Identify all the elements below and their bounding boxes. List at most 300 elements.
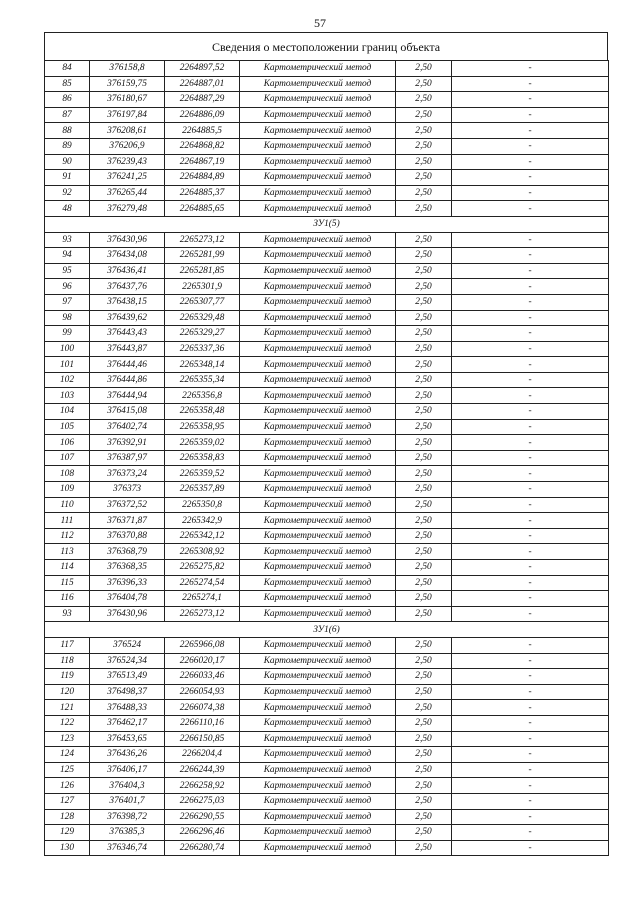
x-coordinate-cell: 376370,88 [90,528,165,544]
y-coordinate-cell: 2266275,03 [165,793,240,809]
description-cell: - [452,575,609,591]
method-cell: Картометрический метод [240,653,396,669]
description-cell: - [452,731,609,747]
y-coordinate-cell: 2265355,34 [165,372,240,388]
accuracy-cell: 2,50 [396,232,452,248]
x-coordinate-cell: 376513,49 [90,669,165,685]
description-cell: - [452,294,609,310]
description-cell: - [452,279,609,295]
y-coordinate-cell: 2266296,46 [165,825,240,841]
x-coordinate-cell: 376430,96 [90,606,165,622]
y-coordinate-cell: 2265966,08 [165,637,240,653]
description-cell: - [452,700,609,716]
point-number-cell: 95 [45,263,90,279]
x-coordinate-cell: 376368,79 [90,544,165,560]
y-coordinate-cell: 2266033,46 [165,669,240,685]
table-row [45,61,609,77]
method-cell: Картометрический метод [240,154,396,170]
x-coordinate-cell: 376488,33 [90,700,165,716]
y-coordinate-cell: 2266020,17 [165,653,240,669]
y-coordinate-cell: 2265358,48 [165,404,240,420]
point-number-cell: 94 [45,248,90,264]
accuracy-cell: 2,50 [396,107,452,123]
x-coordinate-cell: 376346,74 [90,840,165,856]
description-cell: - [452,684,609,700]
accuracy-cell: 2,50 [396,544,452,560]
table-row [45,606,609,622]
x-coordinate-cell: 376524,34 [90,653,165,669]
accuracy-cell: 2,50 [396,310,452,326]
accuracy-cell: 2,50 [396,825,452,841]
y-coordinate-cell: 2265274,54 [165,575,240,591]
point-number-cell: 88 [45,123,90,139]
method-cell: Картометрический метод [240,684,396,700]
description-cell: - [452,637,609,653]
x-coordinate-cell: 376438,15 [90,294,165,310]
x-coordinate-cell: 376368,35 [90,560,165,576]
x-coordinate-cell: 376406,17 [90,762,165,778]
y-coordinate-cell: 2265348,14 [165,357,240,373]
y-coordinate-cell: 2266150,85 [165,731,240,747]
x-coordinate-cell: 376443,87 [90,341,165,357]
table-row [45,731,609,747]
description-cell: - [452,606,609,622]
y-coordinate-cell: 2266074,38 [165,700,240,716]
method-cell: Картометрический метод [240,294,396,310]
table-row [45,372,609,388]
x-coordinate-cell: 376453,65 [90,731,165,747]
point-number-cell: 84 [45,61,90,77]
accuracy-cell: 2,50 [396,404,452,420]
method-cell: Картометрический метод [240,466,396,482]
method-cell: Картометрический метод [240,497,396,513]
point-number-cell: 125 [45,762,90,778]
x-coordinate-cell: 376524 [90,637,165,653]
point-number-cell: 123 [45,731,90,747]
x-coordinate-cell: 376385,3 [90,825,165,841]
description-cell: - [452,544,609,560]
table-row [45,450,609,466]
table-row [45,154,609,170]
accuracy-cell: 2,50 [396,185,452,201]
table-row [45,653,609,669]
accuracy-cell: 2,50 [396,154,452,170]
accuracy-cell: 2,50 [396,513,452,529]
table-row [45,793,609,809]
accuracy-cell: 2,50 [396,388,452,404]
y-coordinate-cell: 2265307,77 [165,294,240,310]
point-number-cell: 127 [45,793,90,809]
x-coordinate-cell: 376239,43 [90,154,165,170]
method-cell: Картометрический метод [240,482,396,498]
accuracy-cell: 2,50 [396,466,452,482]
point-number-cell: 118 [45,653,90,669]
description-cell: - [452,357,609,373]
method-cell: Картометрический метод [240,700,396,716]
table-row [45,170,609,186]
method-cell: Картометрический метод [240,747,396,763]
x-coordinate-cell: 376371,87 [90,513,165,529]
description-cell: - [452,497,609,513]
x-coordinate-cell: 376462,17 [90,715,165,731]
y-coordinate-cell: 2265350,8 [165,497,240,513]
table-row [45,279,609,295]
table-row [45,809,609,825]
method-cell: Картометрический метод [240,528,396,544]
point-number-cell: 103 [45,388,90,404]
point-number-cell: 122 [45,715,90,731]
y-coordinate-cell: 2265281,85 [165,263,240,279]
accuracy-cell: 2,50 [396,793,452,809]
y-coordinate-cell: 2265358,83 [165,450,240,466]
description-cell: - [452,92,609,108]
accuracy-cell: 2,50 [396,76,452,92]
method-cell: Картометрический метод [240,138,396,154]
method-cell: Картометрический метод [240,326,396,342]
description-cell: - [452,61,609,77]
description-cell: - [452,653,609,669]
table-row [45,637,609,653]
description-cell: - [452,263,609,279]
table-row [45,388,609,404]
accuracy-cell: 2,50 [396,372,452,388]
table-row [45,482,609,498]
point-number-cell: 114 [45,560,90,576]
method-cell: Картометрический метод [240,419,396,435]
description-cell: - [452,76,609,92]
accuracy-cell: 2,50 [396,61,452,77]
table-row [45,715,609,731]
accuracy-cell: 2,50 [396,450,452,466]
y-coordinate-cell: 2264867,19 [165,154,240,170]
accuracy-cell: 2,50 [396,778,452,794]
x-coordinate-cell: 376373,24 [90,466,165,482]
method-cell: Картометрический метод [240,170,396,186]
table-row [45,76,609,92]
method-cell: Картометрический метод [240,248,396,264]
y-coordinate-cell: 2266280,74 [165,840,240,856]
x-coordinate-cell: 376437,76 [90,279,165,295]
accuracy-cell: 2,50 [396,294,452,310]
x-coordinate-cell: 376373 [90,482,165,498]
point-number-cell: 113 [45,544,90,560]
point-number-cell: 120 [45,684,90,700]
accuracy-cell: 2,50 [396,840,452,856]
description-cell: - [452,809,609,825]
point-number-cell: 85 [45,76,90,92]
accuracy-cell: 2,50 [396,809,452,825]
point-number-cell: 105 [45,419,90,435]
accuracy-cell: 2,50 [396,669,452,685]
point-number-cell: 126 [45,778,90,794]
accuracy-cell: 2,50 [396,762,452,778]
accuracy-cell: 2,50 [396,248,452,264]
table-row [45,591,609,607]
table-title: Сведения о местоположении границ объекта [44,32,608,60]
section-label: ЗУ1(6) [45,622,609,638]
y-coordinate-cell: 2265273,12 [165,606,240,622]
point-number-cell: 96 [45,279,90,295]
point-number-cell: 97 [45,294,90,310]
x-coordinate-cell: 376415,08 [90,404,165,420]
description-cell: - [452,372,609,388]
table-row [45,404,609,420]
x-coordinate-cell: 376430,96 [90,232,165,248]
y-coordinate-cell: 2264886,09 [165,107,240,123]
table-row [45,419,609,435]
x-coordinate-cell: 376404,78 [90,591,165,607]
method-cell: Картометрический метод [240,61,396,77]
x-coordinate-cell: 376404,3 [90,778,165,794]
accuracy-cell: 2,50 [396,279,452,295]
method-cell: Картометрический метод [240,778,396,794]
y-coordinate-cell: 2266244,39 [165,762,240,778]
table-row [45,357,609,373]
accuracy-cell: 2,50 [396,419,452,435]
table-row [45,326,609,342]
table-row [45,560,609,576]
description-cell: - [452,326,609,342]
x-coordinate-cell: 376279,48 [90,201,165,217]
x-coordinate-cell: 376396,33 [90,575,165,591]
description-cell: - [452,170,609,186]
description-cell: - [452,669,609,685]
point-number-cell: 129 [45,825,90,841]
table-row [45,575,609,591]
point-number-cell: 87 [45,107,90,123]
accuracy-cell: 2,50 [396,575,452,591]
accuracy-cell: 2,50 [396,684,452,700]
table-row [45,201,609,217]
point-number-cell: 124 [45,747,90,763]
y-coordinate-cell: 2265356,8 [165,388,240,404]
point-number-cell: 102 [45,372,90,388]
x-coordinate-cell: 376241,25 [90,170,165,186]
method-cell: Картометрический метод [240,92,396,108]
point-number-cell: 104 [45,404,90,420]
description-cell: - [452,825,609,841]
y-coordinate-cell: 2264887,01 [165,76,240,92]
table-row [45,497,609,513]
table-row [45,747,609,763]
table-row [45,263,609,279]
accuracy-cell: 2,50 [396,653,452,669]
method-cell: Картометрический метод [240,232,396,248]
point-number-cell: 93 [45,606,90,622]
description-cell: - [452,450,609,466]
accuracy-cell: 2,50 [396,482,452,498]
method-cell: Картометрический метод [240,107,396,123]
description-cell: - [452,793,609,809]
y-coordinate-cell: 2266258,92 [165,778,240,794]
x-coordinate-cell: 376434,08 [90,248,165,264]
table-row [45,138,609,154]
method-cell: Картометрический метод [240,793,396,809]
method-cell: Картометрический метод [240,310,396,326]
description-cell: - [452,715,609,731]
table-row [45,123,609,139]
x-coordinate-cell: 376439,62 [90,310,165,326]
table-row [45,684,609,700]
description-cell: - [452,747,609,763]
method-cell: Картометрический метод [240,388,396,404]
method-cell: Картометрический метод [240,731,396,747]
accuracy-cell: 2,50 [396,341,452,357]
point-number-cell: 111 [45,513,90,529]
accuracy-cell: 2,50 [396,435,452,451]
description-cell: - [452,310,609,326]
accuracy-cell: 2,50 [396,637,452,653]
x-coordinate-cell: 376444,46 [90,357,165,373]
x-coordinate-cell: 376159,75 [90,76,165,92]
accuracy-cell: 2,50 [396,170,452,186]
description-cell: - [452,482,609,498]
point-number-cell: 98 [45,310,90,326]
x-coordinate-cell: 376402,74 [90,419,165,435]
point-number-cell: 93 [45,232,90,248]
method-cell: Картометрический метод [240,591,396,607]
section-row [45,622,609,638]
x-coordinate-cell: 376443,43 [90,326,165,342]
description-cell: - [452,591,609,607]
method-cell: Картометрический метод [240,560,396,576]
description-cell: - [452,123,609,139]
point-number-cell: 91 [45,170,90,186]
method-cell: Картометрический метод [240,809,396,825]
method-cell: Картометрический метод [240,201,396,217]
x-coordinate-cell: 376498,37 [90,684,165,700]
y-coordinate-cell: 2264885,5 [165,123,240,139]
y-coordinate-cell: 2264897,52 [165,61,240,77]
point-number-cell: 92 [45,185,90,201]
description-cell: - [452,435,609,451]
method-cell: Картометрический метод [240,76,396,92]
point-number-cell: 116 [45,591,90,607]
point-number-cell: 119 [45,669,90,685]
point-number-cell: 128 [45,809,90,825]
y-coordinate-cell: 2265359,52 [165,466,240,482]
accuracy-cell: 2,50 [396,528,452,544]
x-coordinate-cell: 376180,67 [90,92,165,108]
x-coordinate-cell: 376444,94 [90,388,165,404]
table-row [45,762,609,778]
description-cell: - [452,466,609,482]
point-number-cell: 108 [45,466,90,482]
description-cell: - [452,201,609,217]
table-row [45,466,609,482]
method-cell: Картометрический метод [240,372,396,388]
table-row [45,669,609,685]
y-coordinate-cell: 2265329,27 [165,326,240,342]
accuracy-cell: 2,50 [396,357,452,373]
y-coordinate-cell: 2265275,82 [165,560,240,576]
point-number-cell: 48 [45,201,90,217]
method-cell: Картометрический метод [240,544,396,560]
table-row [45,513,609,529]
method-cell: Картометрический метод [240,762,396,778]
x-coordinate-cell: 376197,84 [90,107,165,123]
point-number-cell: 86 [45,92,90,108]
table-row [45,341,609,357]
page-number: 57 [314,16,326,30]
accuracy-cell: 2,50 [396,560,452,576]
x-coordinate-cell: 376206,9 [90,138,165,154]
table-row [45,185,609,201]
point-number-cell: 115 [45,575,90,591]
table-row [45,107,609,123]
method-cell: Картометрический метод [240,637,396,653]
method-cell: Картометрический метод [240,279,396,295]
description-cell: - [452,107,609,123]
description-cell: - [452,778,609,794]
accuracy-cell: 2,50 [396,201,452,217]
description-cell: - [452,154,609,170]
description-cell: - [452,248,609,264]
table-row [45,248,609,264]
method-cell: Картометрический метод [240,840,396,856]
y-coordinate-cell: 2266054,93 [165,684,240,700]
accuracy-cell: 2,50 [396,747,452,763]
section-row [45,216,609,232]
method-cell: Картометрический метод [240,669,396,685]
point-number-cell: 121 [45,700,90,716]
y-coordinate-cell: 2266290,55 [165,809,240,825]
y-coordinate-cell: 2265281,99 [165,248,240,264]
y-coordinate-cell: 2265342,9 [165,513,240,529]
method-cell: Картометрический метод [240,341,396,357]
accuracy-cell: 2,50 [396,700,452,716]
accuracy-cell: 2,50 [396,326,452,342]
y-coordinate-cell: 2265273,12 [165,232,240,248]
method-cell: Картометрический метод [240,575,396,591]
point-number-cell: 112 [45,528,90,544]
x-coordinate-cell: 376265,44 [90,185,165,201]
y-coordinate-cell: 2265301,9 [165,279,240,295]
method-cell: Картометрический метод [240,606,396,622]
y-coordinate-cell: 2265358,95 [165,419,240,435]
x-coordinate-cell: 376398,72 [90,809,165,825]
accuracy-cell: 2,50 [396,138,452,154]
method-cell: Картометрический метод [240,435,396,451]
description-cell: - [452,840,609,856]
description-cell: - [452,388,609,404]
table-row [45,528,609,544]
accuracy-cell: 2,50 [396,497,452,513]
method-cell: Картометрический метод [240,513,396,529]
x-coordinate-cell: 376444,86 [90,372,165,388]
table-row [45,310,609,326]
y-coordinate-cell: 2265342,12 [165,528,240,544]
description-cell: - [452,341,609,357]
method-cell: Картометрический метод [240,450,396,466]
accuracy-cell: 2,50 [396,263,452,279]
point-number-cell: 110 [45,497,90,513]
table-row [45,435,609,451]
point-number-cell: 90 [45,154,90,170]
accuracy-cell: 2,50 [396,715,452,731]
method-cell: Картометрический метод [240,263,396,279]
x-coordinate-cell: 376401,7 [90,793,165,809]
x-coordinate-cell: 376387,97 [90,450,165,466]
point-number-cell: 130 [45,840,90,856]
y-coordinate-cell: 2265274,1 [165,591,240,607]
accuracy-cell: 2,50 [396,591,452,607]
table-row [45,294,609,310]
y-coordinate-cell: 2264884,89 [165,170,240,186]
y-coordinate-cell: 2265337,36 [165,341,240,357]
y-coordinate-cell: 2265308,92 [165,544,240,560]
table-row [45,840,609,856]
